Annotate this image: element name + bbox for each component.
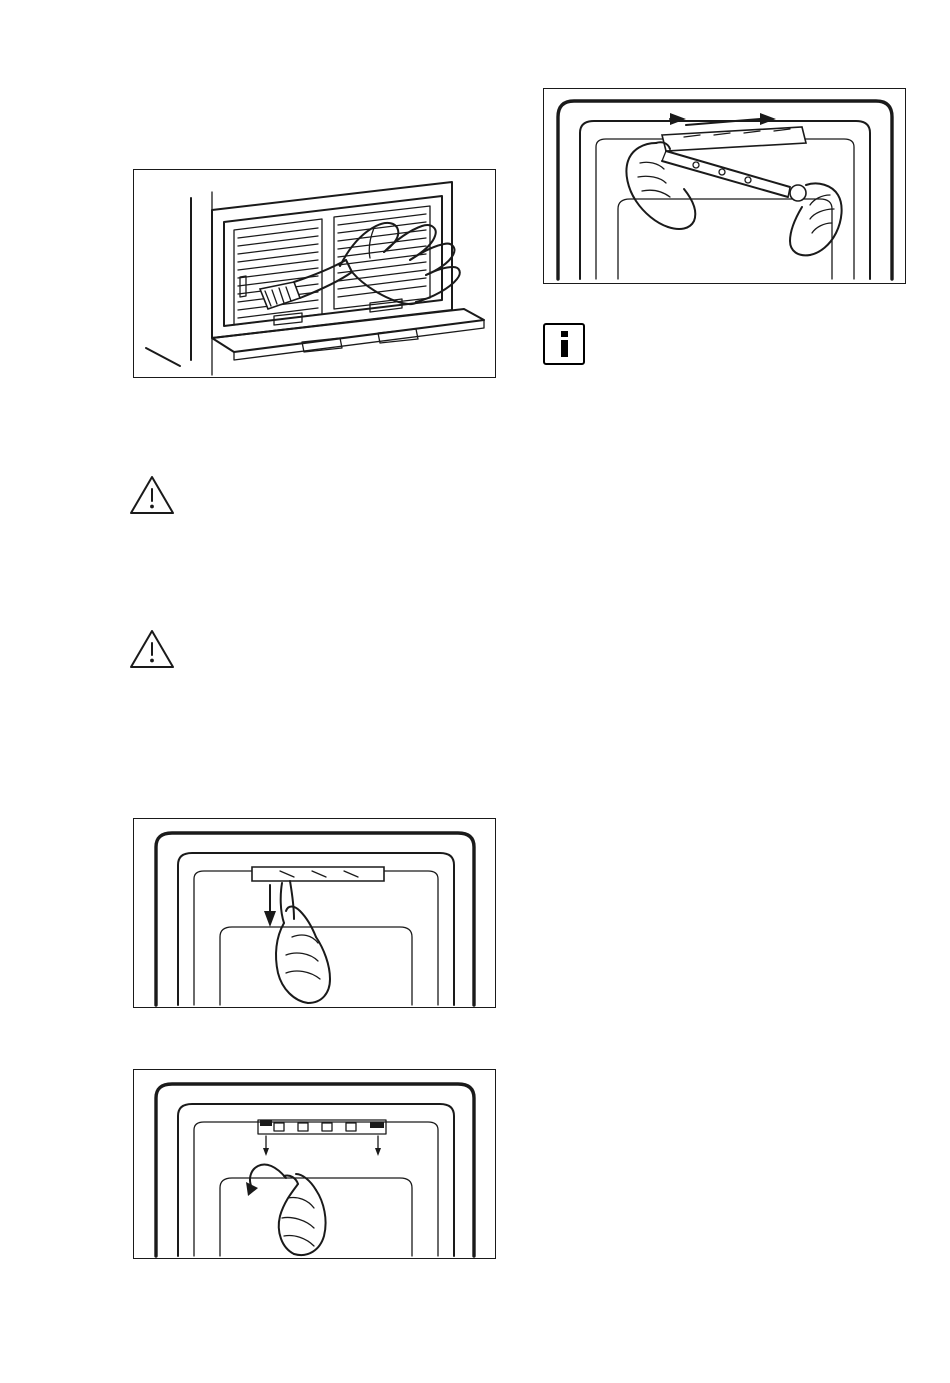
information-stem	[561, 340, 568, 357]
warning-triangle-glyph	[128, 473, 176, 517]
figure-element-pull-down	[133, 818, 496, 1008]
figure-heating-element-remove	[543, 88, 906, 284]
heating-element-remove-illustration	[544, 89, 905, 283]
warning-triangle-glyph	[128, 627, 176, 671]
element-pull-down-illustration	[134, 819, 495, 1007]
warning-triangle-icon	[128, 473, 176, 517]
warning-triangle-icon	[128, 627, 176, 671]
element-swing-back-illustration	[134, 1070, 495, 1258]
information-i-glyph	[561, 331, 568, 357]
figure-element-swing-back	[133, 1069, 496, 1259]
figure-vent-filter-cleaning	[133, 169, 496, 378]
information-icon	[543, 323, 585, 365]
vent-filter-illustration	[134, 170, 495, 377]
information-dot	[561, 331, 568, 337]
